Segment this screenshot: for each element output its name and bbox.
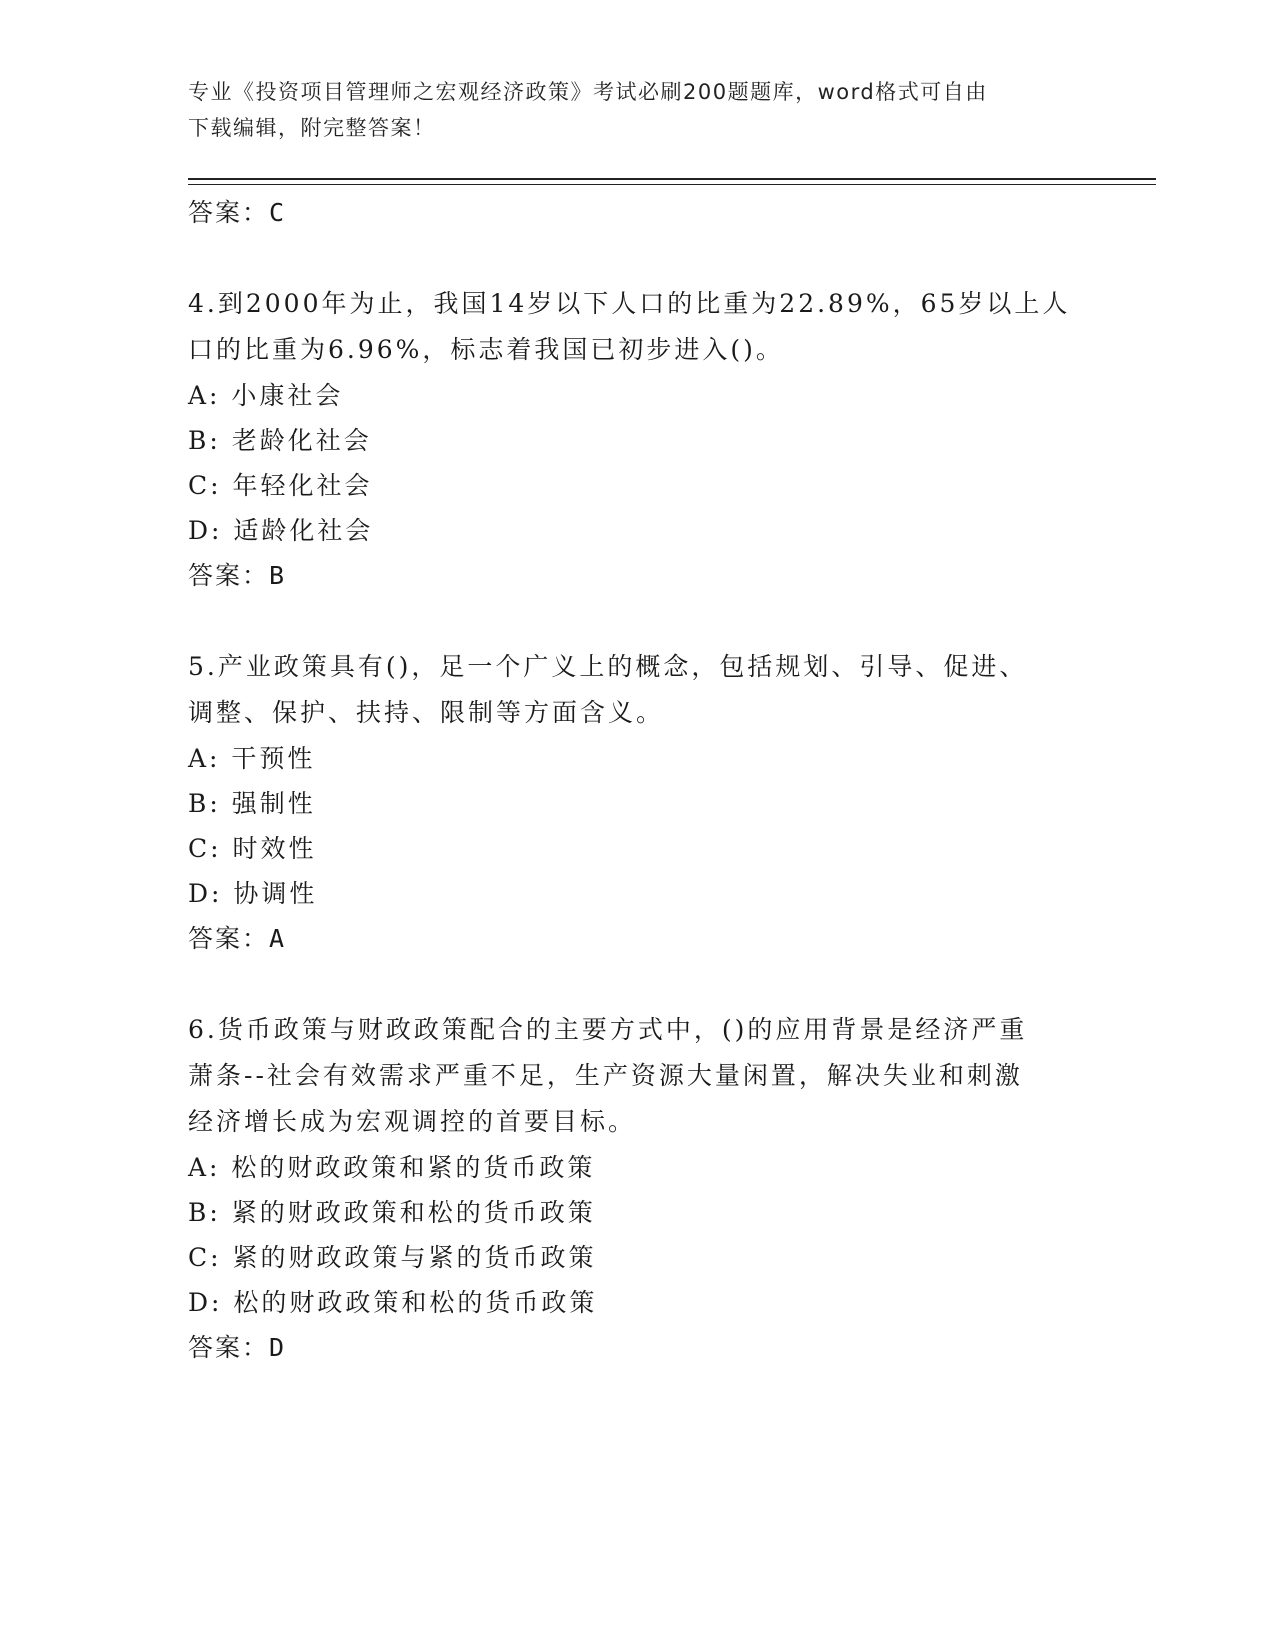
header-divider-thin (188, 184, 1156, 185)
question-text-line: 6.货币政策与财政政策配合的主要方式中，()的应用背景是经济严重 (188, 1015, 1028, 1044)
answer-value: D (269, 1333, 287, 1362)
question-text-line: 萧条--社会有效需求严重不足，生产资源大量闲置，解决失业和刺激 (188, 1061, 1023, 1090)
option-a: A: 干预性 (188, 744, 316, 773)
question-list (188, 190, 1088, 1371)
option-c: C: 时效性 (188, 834, 317, 863)
answer-value: C (269, 198, 287, 227)
header-divider-thick (188, 178, 1156, 180)
option-d: D: 协调性 (188, 879, 318, 908)
option-b: B: 紧的财政政策和松的货币政策 (188, 1198, 596, 1227)
option-c: C: 紧的财政政策与紧的货币政策 (188, 1243, 597, 1272)
question-item-6 (188, 1007, 1088, 1371)
option-c: C: 年轻化社会 (188, 471, 373, 500)
answer-line (188, 553, 1088, 599)
answer-label: 答案： (188, 924, 270, 953)
option-d: D: 适龄化社会 (188, 516, 374, 545)
question-text-line: 经济增长成为宏观调控的首要目标。 (188, 1107, 637, 1136)
answer-value: A (269, 924, 287, 953)
question-text-line: 口的比重为6.96%，标志着我国已初步进入()。 (188, 335, 784, 364)
question-text-line: 4.到2000年为止，我国14岁以下人口的比重为22.89%，65岁以上人 (188, 289, 1071, 318)
answer-label: 答案： (188, 561, 270, 590)
question-text-line: 调整、保护、扶持、限制等方面含义。 (188, 698, 665, 727)
option-a: A: 小康社会 (188, 381, 344, 410)
question-item-5 (188, 644, 1088, 962)
option-b: B: 老龄化社会 (188, 426, 372, 455)
option-a: A: 松的财政政策和紧的货币政策 (188, 1153, 596, 1182)
question-item-4 (188, 281, 1088, 599)
header-line-1: 专业《投资项目管理师之宏观经济政策》考试必刷200题题库，word格式可自由 (188, 80, 988, 104)
document-header (188, 74, 1088, 146)
answer-line (188, 916, 1088, 962)
question-text-line: 5.产业政策具有()，足一个广义上的概念，包括规划、引导、促进、 (188, 652, 1028, 681)
answer-label: 答案： (188, 198, 270, 227)
answer-value: B (269, 561, 287, 590)
answer-label: 答案： (188, 1333, 270, 1362)
answer-line (188, 1325, 1088, 1371)
option-d: D: 松的财政政策和松的货币政策 (188, 1288, 598, 1317)
answer-line (188, 190, 1088, 236)
header-line-2: 下载编辑，附完整答案！ (188, 116, 436, 140)
option-b: B: 强制性 (188, 789, 316, 818)
